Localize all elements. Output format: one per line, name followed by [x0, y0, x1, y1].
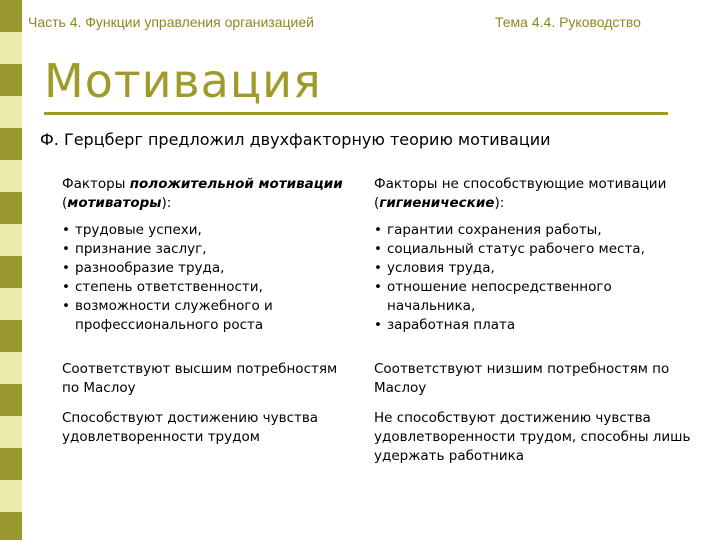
motivators-heading-suffix: ): — [161, 195, 172, 211]
hygiene-heading-prefix: Факторы не способствующие мотивации ( — [374, 176, 667, 211]
motivators-heading-bold: положительной мотивации — [129, 176, 343, 192]
list-item: • гарантии сохранения работы, — [374, 221, 704, 240]
list-item: • разнообразие труда, — [62, 259, 352, 278]
motivators-heading-term: мотиваторы — [67, 195, 162, 211]
list-item: • степень ответственности, — [62, 278, 352, 297]
hygiene-heading — [374, 175, 704, 213]
list-item: • социальный статус рабочего места, — [374, 240, 704, 259]
slide-title: Мотивация — [44, 54, 322, 108]
list-item: • условия труда, — [374, 259, 704, 278]
list-item: • отношение непосредственного начальника, — [374, 278, 704, 316]
list-item: • заработная плата — [374, 316, 704, 335]
header-part-label: Часть 4. Функции управления организацией — [28, 14, 314, 30]
hygiene-column — [374, 175, 704, 335]
title-underline — [44, 112, 668, 115]
list-item: • трудовые успехи, — [62, 221, 352, 240]
list-item: • признание заслуг, — [62, 240, 352, 259]
header-topic-label: Тема 4.4. Руководство — [495, 14, 641, 30]
hygiene-heading-term: гигиенические — [379, 195, 495, 211]
motivators-heading-mid: ( — [62, 195, 68, 211]
motivators-effect-note: Способствуют достижению чувства удовлетворенности трудом — [62, 410, 319, 445]
motivators-heading-prefix: Факторы — [62, 176, 130, 192]
motivators-list — [62, 221, 352, 335]
motivators-column — [62, 175, 352, 335]
hygiene-effect-note: Не способствуют достижению чувства удовлетворенности трудом, способны лишь удержать работника — [374, 410, 691, 464]
slide-subtitle: Ф. Герцберг предложил двухфакторную теорию мотивации — [40, 130, 551, 149]
motivators-maslow-note: Соответствуют высшим потребностям по Маслоу — [62, 361, 338, 396]
hygiene-list — [374, 221, 704, 335]
decorative-side-bar — [0, 0, 22, 540]
motivators-heading — [62, 175, 352, 213]
hygiene-heading-suffix: ): — [494, 195, 505, 211]
list-item: • возможности служебного и профессионального роста — [62, 297, 352, 335]
hygiene-maslow-note: Соответствуют низшим потребностям по Маслоу — [374, 361, 670, 396]
